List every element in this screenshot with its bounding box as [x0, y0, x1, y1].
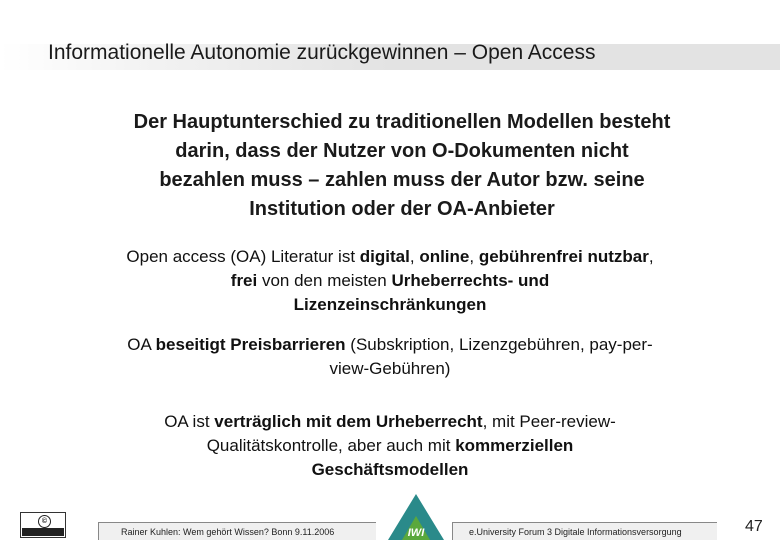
lead-line: darin, dass der Nutzer von O-Dokumenten nicht [175, 140, 629, 162]
slide-title: Informationelle Autonomie zurückgewinnen – Open Access [48, 41, 596, 64]
paragraph-oa-definition [60, 245, 720, 317]
cc-strip [22, 528, 64, 536]
institute-logo-icon [380, 492, 452, 540]
paragraph-line: Lizenzeinschränkungen [293, 295, 487, 314]
footer-left: Rainer Kuhlen: Wem gehört Wissen? Bonn 9.11.2006 [98, 522, 376, 540]
lead-line: Institution oder der OA-Anbieter [249, 198, 555, 220]
lead-line: Der Hauptunterschied zu traditionellen Modellen besteht [133, 111, 671, 133]
cc-circle-icon: © [38, 515, 51, 528]
paragraph-price-barriers [60, 333, 720, 381]
paragraph-line: OA beseitigt Preisbarrieren (Subskription, Lizenzgebühren, pay-per- [127, 335, 653, 354]
lead-line: bezahlen muss – zahlen muss der Autor bzw. seine [159, 169, 645, 191]
logo-lettering: IWI [407, 527, 425, 539]
paragraph-line: Geschäftsmodellen [311, 460, 469, 479]
page-number: 47 [745, 518, 763, 535]
paragraph-line: OA ist verträglich mit dem Urheberrecht, mit Peer-review- [164, 412, 616, 431]
lead-statement [62, 108, 742, 224]
paragraph-line: frei von den meisten Urheberrechts- und [230, 271, 550, 290]
footer-right: e.University Forum 3 Digitale Informationsversorgung [452, 522, 717, 540]
paragraph-line: view-Gebühren) [329, 359, 451, 378]
paragraph-line: Qualitätskontrolle, aber auch mit kommerziellen [206, 436, 574, 455]
creative-commons-logo [20, 512, 66, 538]
paragraph-line: Open access (OA) Literatur ist digital, online, gebührenfrei nutzbar, [126, 247, 654, 266]
paragraph-copyright [60, 410, 720, 482]
